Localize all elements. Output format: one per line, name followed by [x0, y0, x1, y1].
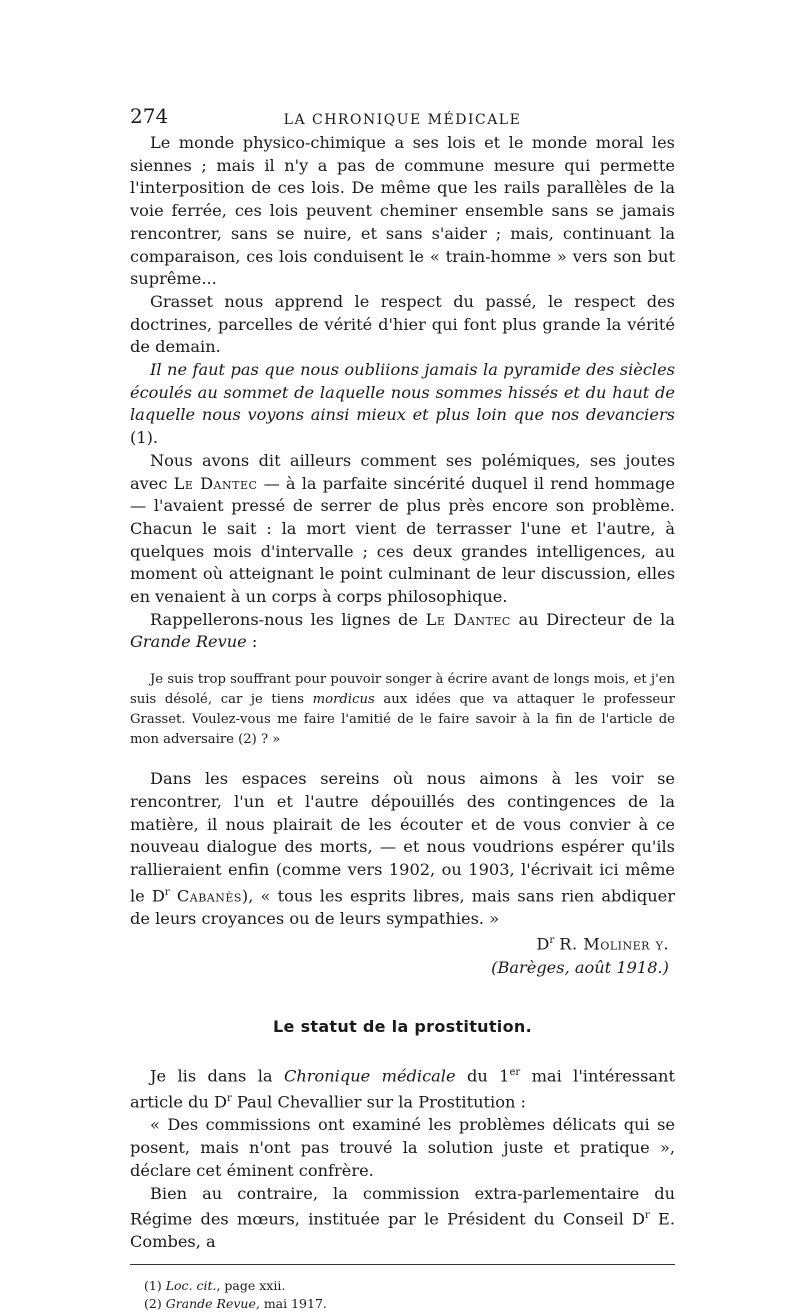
le-dantec-letter-quote — [130, 670, 675, 750]
footnotes — [130, 1277, 675, 1313]
page-header — [130, 100, 675, 132]
footnote-1-mark: (1) — [144, 1278, 162, 1294]
section-p3-b: E. Combes, a — [130, 1209, 675, 1252]
running-title: LA CHRONIQUE MÉDICALE — [283, 112, 522, 128]
pyramide-quote: Il ne faut pas que nous oubliions jamais la pyramide des siècles écoulés au sommet de laquelle nous sommes hissés et du haut de laquelle nous voyons ainsi mieux et plus loin que nos devanciers — [130, 360, 675, 425]
footnote-1-text: , page xxii. — [216, 1278, 286, 1294]
cabanes-name: Cabanès — [176, 886, 242, 906]
section-p3-a: Bien au contraire, la commission extra-parlementaire du Régime des mœurs, instituée par le Président du Conseil D — [130, 1183, 675, 1229]
footnote-1-italic: Loc. cit. — [165, 1278, 217, 1294]
rappel-colon: : — [251, 632, 258, 652]
rappel-text-a: Rappellerons-nous les lignes de — [150, 609, 418, 629]
chronique-medicale-title: Chronique médicale — [283, 1066, 456, 1086]
paragraph-je-lis — [130, 1062, 675, 1114]
footnote-2-italic: Grande Revue, — [165, 1296, 260, 1312]
paragraph-commissions: « Des commissions ont examiné les problèmes délicats qui se posent, mais n'ont pas trouvé la solution juste et pratique », déclare cet éminent confrère. — [130, 1115, 675, 1180]
signature-name-line — [130, 930, 669, 956]
le-dantec-name: Le Dantec — [173, 473, 258, 493]
footnote-2 — [144, 1295, 675, 1313]
footnote-2-mark: (2) — [144, 1296, 162, 1312]
rappel-text-b: au Directeur de la — [518, 609, 675, 629]
signature-sup: r — [549, 935, 555, 947]
paragraph-polemiques — [130, 450, 675, 609]
paragraph-physico-chimique: Le monde physico-chimique a ses lois et le monde moral les siennes ; mais il n'y a pas de commune mesure qui permette l'interposition de ces lois. De même que les rails parallèles de la voie ferrée, ces lois peuvent cheminer ensemble sans se jamais rencontrer, sans se nuire, et sans s'aider ; mais, continuant la comparaison, ces lois conduisent le « train-homme » vers son but suprême... — [130, 133, 675, 289]
polemiques-text-a: Nous avons dit ailleurs comment ses polémiques, ses joutes avec — [130, 450, 675, 493]
closing-part-1: Dans les espaces sereins où nous aimons à les voir se rencontrer, l'un et l'autre dépouillés des contingences de la matière, il nous plairait de les écouter et de vous convier à ce nouveau dialogue des morts, — et nous voudrions espérer qu'ils rallieraient enfin (comme vers 1902, ou 1903, l'écrivait ici même le D — [130, 769, 675, 906]
document-page — [130, 100, 675, 1313]
section-p1-a: Je lis dans la — [150, 1066, 273, 1086]
section-p1-sup: er — [509, 1067, 521, 1079]
letter-part-1: Je suis trop souffrant pour pouvoir songer à écrire avant de longs mois, et j'en suis désolé, car je tiens — [130, 672, 675, 708]
section-p3-sup: r — [645, 1210, 650, 1222]
article-body — [130, 132, 675, 1254]
footnote-ref-1: (1). — [130, 428, 159, 448]
closing-part-2: ), « tous les esprits libres, mais sans rien abdiquer de leurs croyances ou de leurs sympathies. » — [130, 886, 675, 928]
paragraph-espaces-sereins — [130, 768, 675, 930]
footnote-2-text: mai 1917. — [263, 1296, 327, 1312]
footnote-1 — [144, 1277, 675, 1295]
signature-name: R. Moliner y. — [559, 934, 669, 954]
closing-sup: r — [164, 886, 170, 898]
section-p1-c: mai l'intéressant article du D — [130, 1066, 675, 1112]
letter-italic: mordicus — [312, 692, 375, 708]
page-number: 274 — [130, 104, 169, 128]
paragraph-pyramide — [130, 359, 675, 450]
paragraph-grasset-respect: Grasset nous apprend le respect du passé, le respect des doctrines, parcelles de vérité d'hier qui font plus grande la vérité de demain. — [130, 291, 675, 357]
grande-revue-title: Grande Revue — [130, 632, 247, 652]
paragraph-bien-au-contraire — [130, 1183, 675, 1255]
section-p1-b: du 1 — [466, 1066, 510, 1086]
section-p1-d: Paul Chevallier sur la Prostitution : — [236, 1092, 526, 1112]
letter-part-2: aux idées que va attaquer le professeur Grasset. Voulez-vous me faire l'amitié de le faire savoir à la fin de l'article de mon adversaire (2) ? » — [130, 692, 675, 748]
author-signature — [130, 930, 675, 979]
signature-prefix: D — [536, 934, 550, 954]
polemiques-text-b: — à la parfaite sincérité duquel il rend hommage — l'avaient pressé de serrer de plus près encore son problème. Chacun le sait : la mort vient de terrasser l'une et l'autre, à quelques mois d'intervalle ; ces deux grandes intelligences, au moment où atteignant le point culminant de leur discussion, elles en venaient à un corps à corps philosophique. — [130, 473, 675, 607]
footnote-divider — [130, 1264, 675, 1265]
signature-place: (Barèges, août 1918.) — [491, 957, 669, 977]
section-title: Le statut de la prostitution. — [273, 1017, 532, 1037]
letter-text — [130, 670, 675, 750]
le-dantec-name-2: Le Dantec — [425, 609, 511, 629]
section-p1-sup2: r — [226, 1093, 232, 1105]
paragraph-rappellerons — [130, 609, 675, 654]
